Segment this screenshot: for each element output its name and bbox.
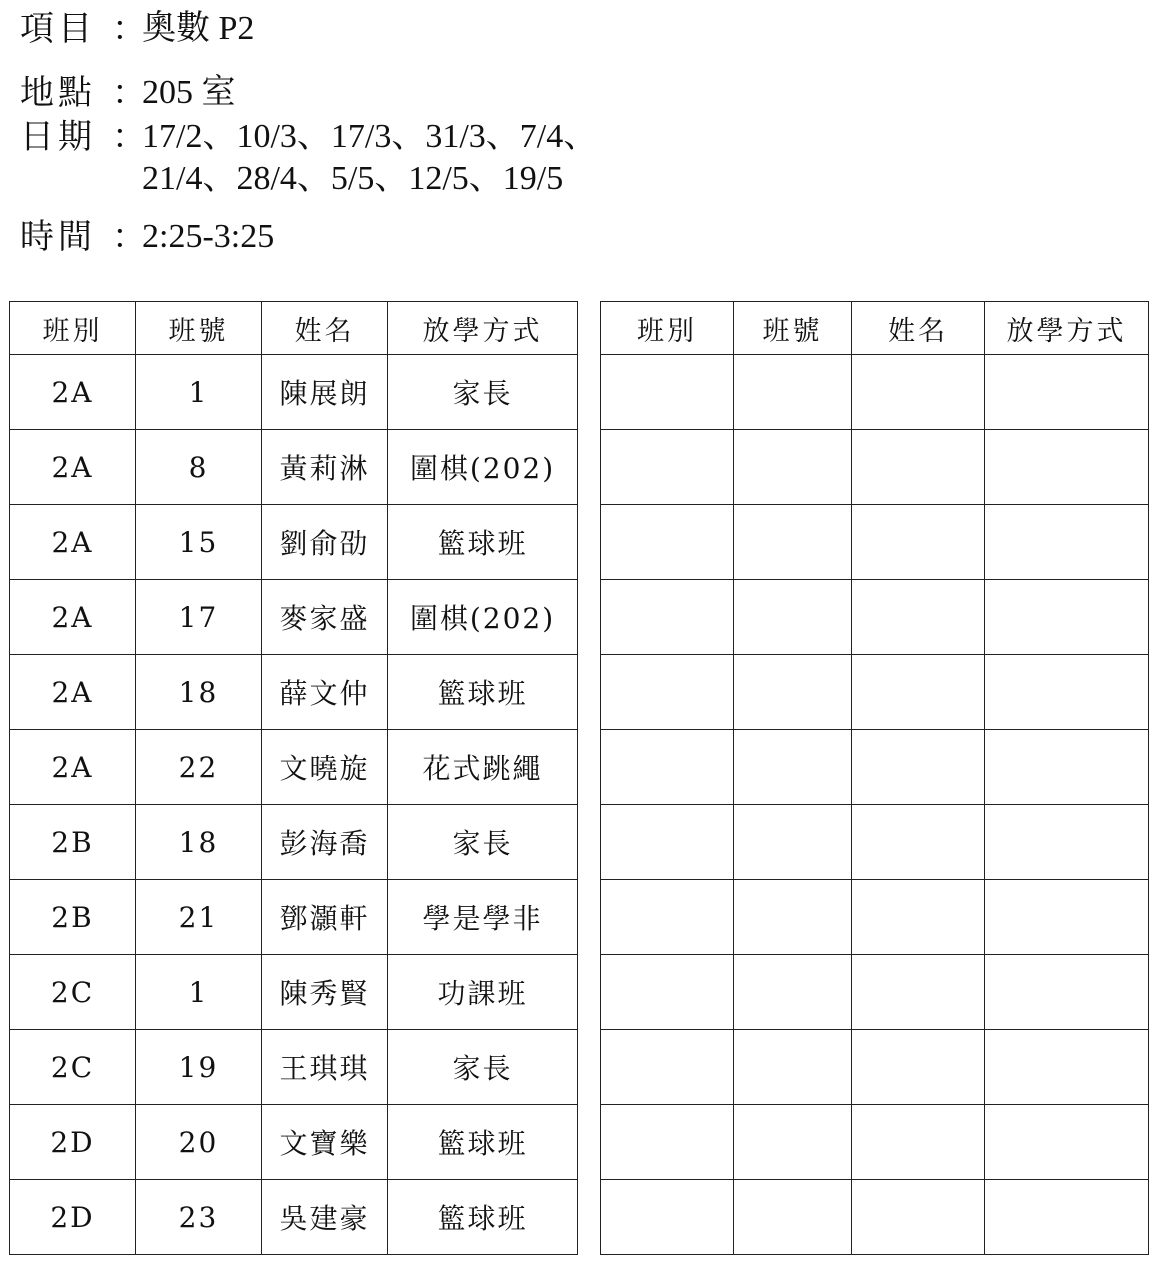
blank-class-cell [601, 655, 734, 730]
name-cell: 黃莉淋 [262, 430, 388, 505]
number-cell: 1 [136, 355, 262, 430]
table-row [10, 505, 578, 580]
blank-number-cell [734, 880, 852, 955]
dismissal-cell: 圍棋(202) [388, 430, 578, 505]
item-value-text: 奧數 P2 [142, 10, 255, 47]
dismissal-cell: 家長 [388, 355, 578, 430]
blank-dismissal-cell [985, 1105, 1149, 1180]
blank-table-row [601, 805, 1149, 880]
blank-number-cell [734, 1180, 852, 1255]
blank-class-cell [601, 355, 734, 430]
table-row [10, 880, 578, 955]
name-cell: 劉俞劭 [262, 505, 388, 580]
date-value [142, 116, 597, 200]
blank-table-row [601, 1105, 1149, 1180]
class-cell: 2A [10, 430, 136, 505]
blank-class-cell [601, 805, 734, 880]
date-colon: ： [112, 117, 146, 157]
blank-number-cell [734, 580, 852, 655]
blank-header-class: 班別 [601, 302, 734, 355]
number-cell: 21 [136, 880, 262, 955]
blank-class-cell [601, 580, 734, 655]
blank-dismissal-cell [985, 505, 1149, 580]
blank-class-cell [601, 730, 734, 805]
blank-table-row [601, 580, 1149, 655]
header-dismissal: 放學方式 [388, 302, 578, 355]
dismissal-cell: 功課班 [388, 955, 578, 1030]
blank-header-dismissal: 放學方式 [985, 302, 1149, 355]
number-cell: 19 [136, 1030, 262, 1105]
name-cell: 麥家盛 [262, 580, 388, 655]
blank-name-cell [852, 355, 985, 430]
table-row [10, 1180, 578, 1255]
blank-table-row [601, 430, 1149, 505]
class-cell: 2D [10, 1180, 136, 1255]
class-cell: 2C [10, 955, 136, 1030]
name-cell: 吳建豪 [262, 1180, 388, 1255]
name-cell: 彭海喬 [262, 805, 388, 880]
blank-number-cell [734, 1030, 852, 1105]
blank-dismissal-cell [985, 880, 1149, 955]
dismissal-cell: 籃球班 [388, 505, 578, 580]
time-label: 時間 [20, 217, 96, 257]
dismissal-cell: 籃球班 [388, 1180, 578, 1255]
blank-number-cell [734, 955, 852, 1030]
dismissal-cell: 學是學非 [388, 880, 578, 955]
class-cell: 2B [10, 880, 136, 955]
class-cell: 2A [10, 355, 136, 430]
blank-header-name: 姓名 [852, 302, 985, 355]
time-value [142, 216, 274, 258]
number-cell: 22 [136, 730, 262, 805]
name-cell: 鄧灝軒 [262, 880, 388, 955]
blank-dismissal-cell [985, 730, 1149, 805]
blank-name-cell [852, 580, 985, 655]
dismissal-cell: 家長 [388, 1030, 578, 1105]
header-class: 班別 [10, 302, 136, 355]
blank-number-cell [734, 1105, 852, 1180]
header-number: 班號 [136, 302, 262, 355]
blank-table-row [601, 505, 1149, 580]
class-cell: 2B [10, 805, 136, 880]
blank-table-row [601, 1180, 1149, 1255]
table-row [10, 1030, 578, 1105]
table-row [10, 580, 578, 655]
name-cell: 陳展朗 [262, 355, 388, 430]
blank-dismissal-cell [985, 955, 1149, 1030]
blank-name-cell [852, 1180, 985, 1255]
blank-dismissal-cell [985, 430, 1149, 505]
table-row [10, 1105, 578, 1180]
class-cell: 2A [10, 505, 136, 580]
number-cell: 8 [136, 430, 262, 505]
time-colon: ： [112, 217, 146, 257]
number-cell: 23 [136, 1180, 262, 1255]
blank-number-cell [734, 655, 852, 730]
blank-class-cell [601, 955, 734, 1030]
date-line-1: 17/2、10/3、17/3、31/3、7/4、 [142, 118, 598, 155]
number-cell: 15 [136, 505, 262, 580]
blank-table-header-row [601, 302, 1149, 355]
date-label: 日期 [20, 117, 96, 157]
time-value-text: 2:25-3:25 [142, 218, 275, 255]
blank-name-cell [852, 730, 985, 805]
date-row [20, 116, 597, 200]
blank-class-cell [601, 1105, 734, 1180]
dismissal-cell: 籃球班 [388, 1105, 578, 1180]
blank-roster-table [600, 301, 1149, 1255]
class-cell: 2D [10, 1105, 136, 1180]
item-label: 項目 [20, 9, 96, 49]
table-row [10, 730, 578, 805]
blank-name-cell [852, 955, 985, 1030]
class-cell: 2A [10, 730, 136, 805]
blank-dismissal-cell [985, 655, 1149, 730]
place-value-text: 205 室 [142, 74, 236, 111]
class-cell: 2C [10, 1030, 136, 1105]
place-label: 地點 [20, 73, 96, 113]
class-cell: 2A [10, 655, 136, 730]
blank-table-row [601, 1030, 1149, 1105]
blank-number-cell [734, 805, 852, 880]
blank-table-row [601, 730, 1149, 805]
blank-name-cell [852, 805, 985, 880]
student-roster-table [9, 301, 578, 1255]
blank-number-cell [734, 430, 852, 505]
blank-header-number: 班號 [734, 302, 852, 355]
blank-class-cell [601, 430, 734, 505]
blank-dismissal-cell [985, 1180, 1149, 1255]
date-line-2: 21/4、28/4、5/5、12/5、19/5 [142, 160, 564, 197]
name-cell: 文曉旋 [262, 730, 388, 805]
blank-number-cell [734, 505, 852, 580]
header-name: 姓名 [262, 302, 388, 355]
blank-class-cell [601, 1030, 734, 1105]
number-cell: 18 [136, 805, 262, 880]
table-row [10, 805, 578, 880]
place-row [20, 72, 236, 114]
blank-name-cell [852, 505, 985, 580]
blank-table-row [601, 355, 1149, 430]
blank-dismissal-cell [985, 580, 1149, 655]
item-colon: ： [112, 9, 146, 49]
blank-name-cell [852, 430, 985, 505]
time-row [20, 216, 274, 258]
blank-name-cell [852, 1105, 985, 1180]
dismissal-cell: 花式跳繩 [388, 730, 578, 805]
blank-table-row [601, 655, 1149, 730]
blank-table-row [601, 955, 1149, 1030]
place-colon: ： [112, 73, 146, 113]
name-cell: 陳秀賢 [262, 955, 388, 1030]
class-cell: 2A [10, 580, 136, 655]
blank-name-cell [852, 880, 985, 955]
info-header [0, 0, 1160, 290]
blank-class-cell [601, 505, 734, 580]
blank-table-row [601, 880, 1149, 955]
name-cell: 王琪琪 [262, 1030, 388, 1105]
number-cell: 18 [136, 655, 262, 730]
dismissal-cell: 籃球班 [388, 655, 578, 730]
blank-number-cell [734, 730, 852, 805]
blank-class-cell [601, 880, 734, 955]
name-cell: 薛文仲 [262, 655, 388, 730]
blank-number-cell [734, 355, 852, 430]
blank-class-cell [601, 1180, 734, 1255]
table-row [10, 655, 578, 730]
item-row [20, 8, 254, 50]
place-value [142, 72, 236, 114]
table-row [10, 955, 578, 1030]
item-value [142, 8, 254, 50]
blank-table-body [601, 355, 1149, 1255]
name-cell: 文寶樂 [262, 1105, 388, 1180]
table-row [10, 430, 578, 505]
table-row [10, 355, 578, 430]
dismissal-cell: 家長 [388, 805, 578, 880]
blank-dismissal-cell [985, 805, 1149, 880]
number-cell: 1 [136, 955, 262, 1030]
blank-dismissal-cell [985, 355, 1149, 430]
blank-dismissal-cell [985, 1030, 1149, 1105]
number-cell: 20 [136, 1105, 262, 1180]
blank-name-cell [852, 1030, 985, 1105]
number-cell: 17 [136, 580, 262, 655]
blank-name-cell [852, 655, 985, 730]
table-header-row [10, 302, 578, 355]
dismissal-cell: 圍棋(202) [388, 580, 578, 655]
